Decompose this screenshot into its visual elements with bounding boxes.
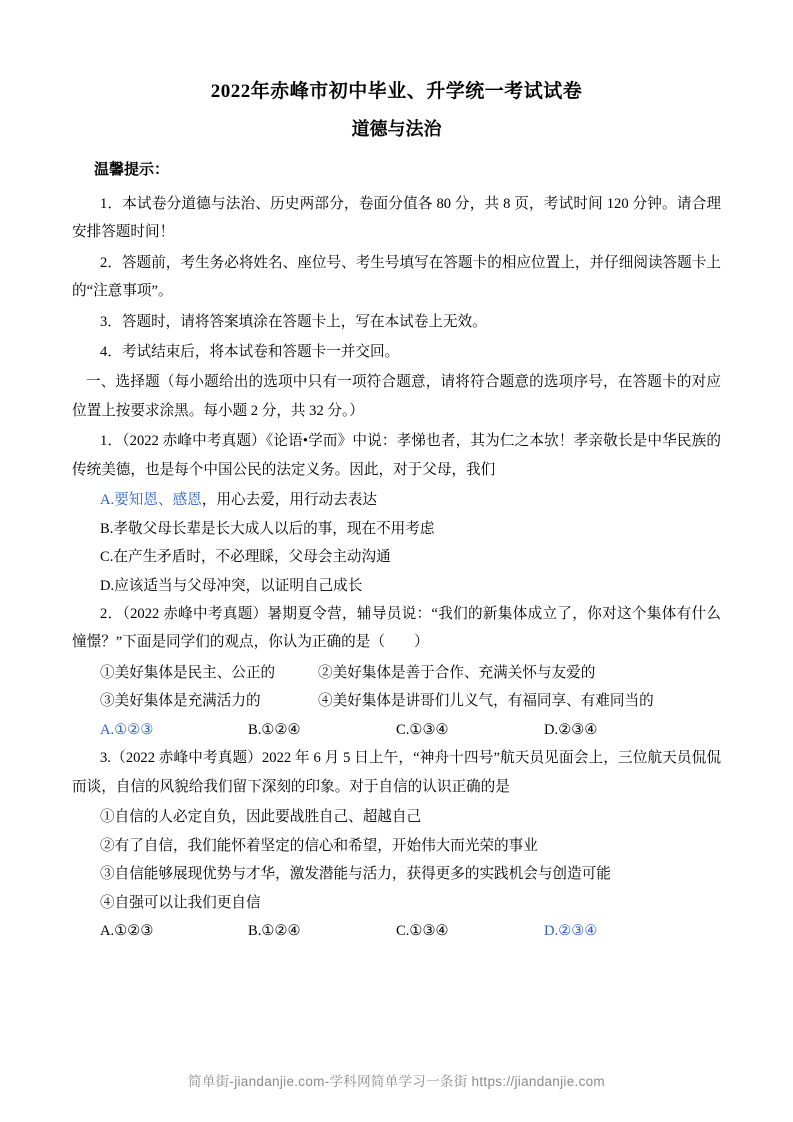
question-2-statement-row-2: [72, 687, 721, 715]
question-3-stem: 3.（2022 赤峰中考真题）2022 年 6 月 5 日上午，“神舟十四号”航天员见面会上，三位航天员侃侃而谈，自信的风貌给我们留下深刻的印象。对于自信的认识正确的是: [72, 750, 721, 795]
question-2-stem: 2．（2022 赤峰中考真题）暑期夏令营，辅导员说：“我们的新集体成立了，你对这个集体有什么憧憬？”下面是同学们的观点，你认为正确的是（ ）: [72, 606, 721, 651]
choice-d: D.②③④: [544, 923, 598, 940]
option-a-rest: ，用心去爱，用行动去表达: [201, 492, 377, 509]
option-b-text: 孝敬父母长辈是长大成人以后的事，现在不用考虑: [113, 520, 435, 537]
choice-c: C.①③④: [396, 923, 449, 940]
choice-b: B.①②④: [248, 721, 301, 738]
question-3-choices: [72, 917, 721, 945]
choice-a: A.①②③: [100, 721, 154, 738]
choice-c: C.①③④: [396, 721, 449, 738]
question-1-stem: 1．（2022 赤峰中考真题）《论语•学而》中说：孝悌也者，其为仁之本欤！孝亲敬长是中华民族的传统美德，也是每个中国公民的法定义务。因此，对于父母，我们: [72, 433, 721, 478]
question-3-statement-4: ④自强可以让我们更自信: [100, 894, 261, 911]
section-one-heading: 一、选择题（每小题给出的选项中只有一项符合题意，请将符合题意的选项序号，在答题卡的对应位置上按要求涂黑。每小题 2 分，共 32 分。）: [72, 374, 721, 419]
question-1-option-a: [72, 486, 721, 514]
page-footer: 简单街-jiandanjie.com-学科网简单学习一条街 https://jiandanjie.com: [188, 1074, 605, 1089]
question-3-statement-2: ②有了自信，我们能怀着坚定的信心和希望，开始伟大而光荣的事业: [100, 837, 538, 854]
statement-1: ①美好集体是民主、公正的: [100, 664, 276, 681]
option-d-text: 应该适当与父母冲突，以证明自己成长: [114, 577, 363, 594]
question-1-option-c: [72, 543, 721, 571]
option-b-label: B.: [100, 520, 114, 537]
choice-a: A.①②③: [100, 923, 154, 940]
choice-d: D.②③④: [544, 721, 598, 738]
option-a-text: 要知恩、感恩: [114, 492, 202, 509]
question-2-statement-row-1: [72, 659, 721, 687]
tip-item-3: 3．答题时，请将答案填涂在答题卡上，写在本试卷上无效。: [100, 313, 487, 330]
tips-heading: 温馨提示：: [94, 161, 170, 178]
statement-2: ②美好集体是善于合作、充满关怀与友爱的: [318, 664, 596, 681]
tip-item-1: 1．本试卷分道德与法治、历史两部分，卷面分值各 80 分，共 8 页，考试时间 120 分钟。请合理安排答题时间！: [72, 195, 721, 241]
question-1-option-b: [72, 515, 721, 543]
question-2-choices: [72, 716, 721, 744]
choice-b: B.①②④: [248, 923, 301, 940]
tip-item-4: 4．考试结束后，将本试卷和答题卡一并交回。: [100, 343, 400, 360]
question-3-statement-3: ③自信能够展现优势与才华，激发潜能与活力，获得更多的实践机会与创造可能: [100, 866, 611, 883]
option-d-label: D.: [100, 577, 115, 594]
question-1-option-d: [72, 572, 721, 600]
statement-3: ③美好集体是充满活力的: [100, 693, 261, 710]
question-3-statement-1: ①自信的人必定自负，因此要战胜自己、超越自己: [100, 809, 422, 826]
option-a-label: A.: [100, 492, 115, 509]
tip-item-2: 2．答题前，考生务必将姓名、座位号、考生号填写在答题卡的相应位置上，并仔细阅读答题卡上的“注意事项”。: [72, 254, 721, 300]
page-subtitle: 道德与法治: [351, 118, 442, 139]
option-c-label: C.: [100, 549, 114, 566]
page-title: 2022年赤峰市初中毕业、升学统一考试试卷: [210, 81, 583, 102]
option-c-text: 在产生矛盾时，不必理睬，父母会主动沟通: [113, 549, 391, 566]
statement-4: ④美好集体是讲哥们儿义气，有福同享、有难同当的: [318, 693, 654, 710]
